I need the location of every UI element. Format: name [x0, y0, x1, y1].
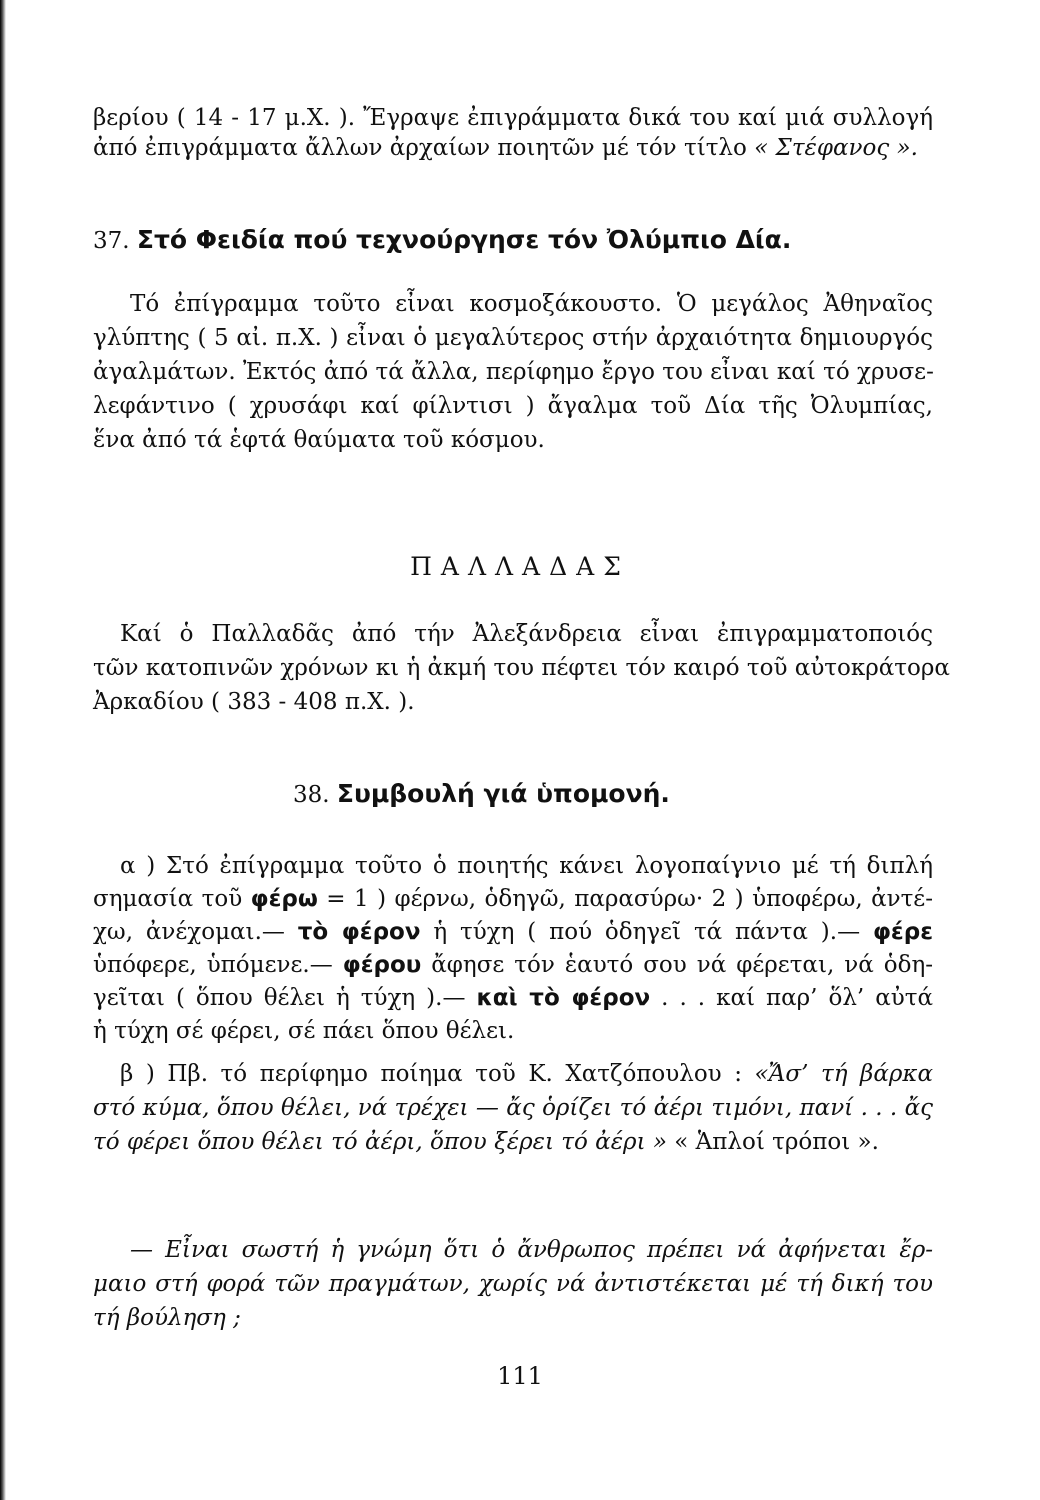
section-38-heading: [293, 780, 943, 809]
text-span: σημασία τοῦ: [93, 886, 251, 912]
section-37-number: 37.: [93, 228, 130, 254]
text-span: « Ἁπλοί τρόποι ».: [666, 1129, 879, 1155]
s38a-line-6: ἡ τύχη σέ φέρει, σέ πάει ὅπου θέλει.: [93, 1018, 515, 1044]
s38b-line-2: στό κύμα, ὅπου θέλει, νά τρέχει — ἄς ὁρίζει τό ἀέρι τιμόνι, πανί . . . ἄς: [93, 1095, 933, 1121]
page-number: 111: [497, 1362, 543, 1390]
intro-text: ἀπό ἐπιγράμματα ἄλλων ἀρχαίων ποιητῶν μέ τόν τίτλο: [93, 135, 755, 161]
s38a-line-3: [93, 918, 933, 946]
s37-line-5: ἕνα ἀπό τά ἑφτά θαύματα τοῦ κόσμου.: [93, 427, 545, 453]
section-37-title: Στό Φειδία πού τεχνούργησε τόν Ὀλύμπιο Δία.: [136, 225, 792, 254]
s38a-line-4: [93, 951, 933, 979]
intro-line-2: [93, 134, 933, 162]
question-line-3: τή βούληση ;: [93, 1305, 241, 1331]
section-38-title: Συμβουλή γιά ὑπομονή.: [336, 779, 670, 808]
s38b-line-1: [120, 1060, 933, 1088]
text-span: ἡ τύχη ( πού ὁδηγεῖ τά πάντα ).—: [420, 919, 873, 945]
bold-term: φέρω: [250, 886, 318, 912]
question-line-2: μαιο στή φορά τῶν πραγμάτων, χωρίς νά ἀντιστέκεται μέ τή δική του: [93, 1271, 933, 1297]
page-edge-shadow: [0, 0, 6, 1500]
author-heading: ΠΑΛΛΑΔΑΣ: [410, 552, 630, 581]
intro-title: « Στέφανος ».: [754, 135, 918, 161]
bio-line-3: Ἀρκαδίου ( 383 - 408 π.Χ. ).: [93, 689, 415, 715]
s37-line-3: ἀγαλμάτων. Ἐκτός ἀπό τά ἄλλα, περίφημο ἔργο του εἶναι καί τό χρυσε-: [93, 359, 934, 385]
s37-line-2: γλύπτης ( 5 αἰ. π.Χ. ) εἶναι ὁ μεγαλύτερος στήν ἀρχαιότητα δημιουργός: [93, 325, 933, 351]
bio-line-1: Καί ὁ Παλλαδᾶς ἀπό τήν Ἀλεξάνδρεια εἶναι ἐπιγραμματοποιός: [120, 621, 933, 647]
quote-text: «Ἄσ’ τή βάρκα: [754, 1061, 933, 1087]
text-span: χω, ἀνέχομαι.—: [93, 919, 298, 945]
text-span: ὑπόφερε, ὑπόμενε.—: [93, 952, 343, 978]
section-37-heading: [93, 226, 933, 255]
text-span: = 1 ) φέρνω, ὁδηγῶ, παρασύρω· 2 ) ὑποφέρω, ἀντέ-: [317, 886, 933, 912]
s38a-line-1: α ) Στό ἐπίγραμμα τοῦτο ὁ ποιητής κάνει λογοπαίγνιο μέ τή διπλή: [120, 853, 933, 879]
text-span: ἄφησε τόν ἑαυτό σου νά φέρεται, νά ὁδη-: [421, 952, 933, 978]
s37-line-4: λεφάντινο ( χρυσάφι καί φίλντισι ) ἄγαλμα τοῦ Δία τῆς Ὀλυμπίας,: [93, 393, 933, 419]
question-line-1: — Εἶναι σωστή ἡ γνώμη ὅτι ὁ ἄνθρωπος πρέπει νά ἀφήνεται ἔρ-: [130, 1237, 933, 1263]
intro-line-1: βερίου ( 14 - 17 μ.Χ. ). Ἔγραψε ἐπιγράμματα δικά του καί μιά συλλογή: [93, 105, 933, 131]
section-38-number: 38.: [293, 782, 330, 808]
quote-text: τό φέρει ὅπου θέλει τό ἀέρι, ὅπου ξέρει τό ἀέρι »: [93, 1129, 667, 1155]
bold-term: τὸ φέρον: [297, 919, 421, 945]
text-span: . . . καί παρ’ ὅλ’ αὐτά: [650, 985, 933, 1011]
bold-term: καὶ τὸ φέρον: [476, 985, 651, 1011]
bold-term: φέρε: [872, 919, 933, 945]
text-span: γεῖται ( ὅπου θέλει ἡ τύχη ).—: [93, 985, 477, 1011]
s38a-line-5: [93, 984, 933, 1012]
bio-line-2: τῶν κατοπινῶν χρόνων κι ἡ ἀκμή του πέφτει τόν καιρό τοῦ αὐτοκράτορα: [93, 655, 950, 681]
s37-line-1: Τό ἐπίγραμμα τοῦτο εἶναι κοσμοξάκουστο. Ὁ μεγάλος Ἀθηναῖος: [130, 291, 933, 317]
text-span: β ) Πβ. τό περίφημο ποίημα τοῦ Κ. Χατζόπουλου :: [120, 1061, 755, 1087]
bold-term: φέρου: [342, 952, 422, 978]
s38a-line-2: [93, 885, 933, 913]
s38b-line-3: [93, 1128, 933, 1156]
